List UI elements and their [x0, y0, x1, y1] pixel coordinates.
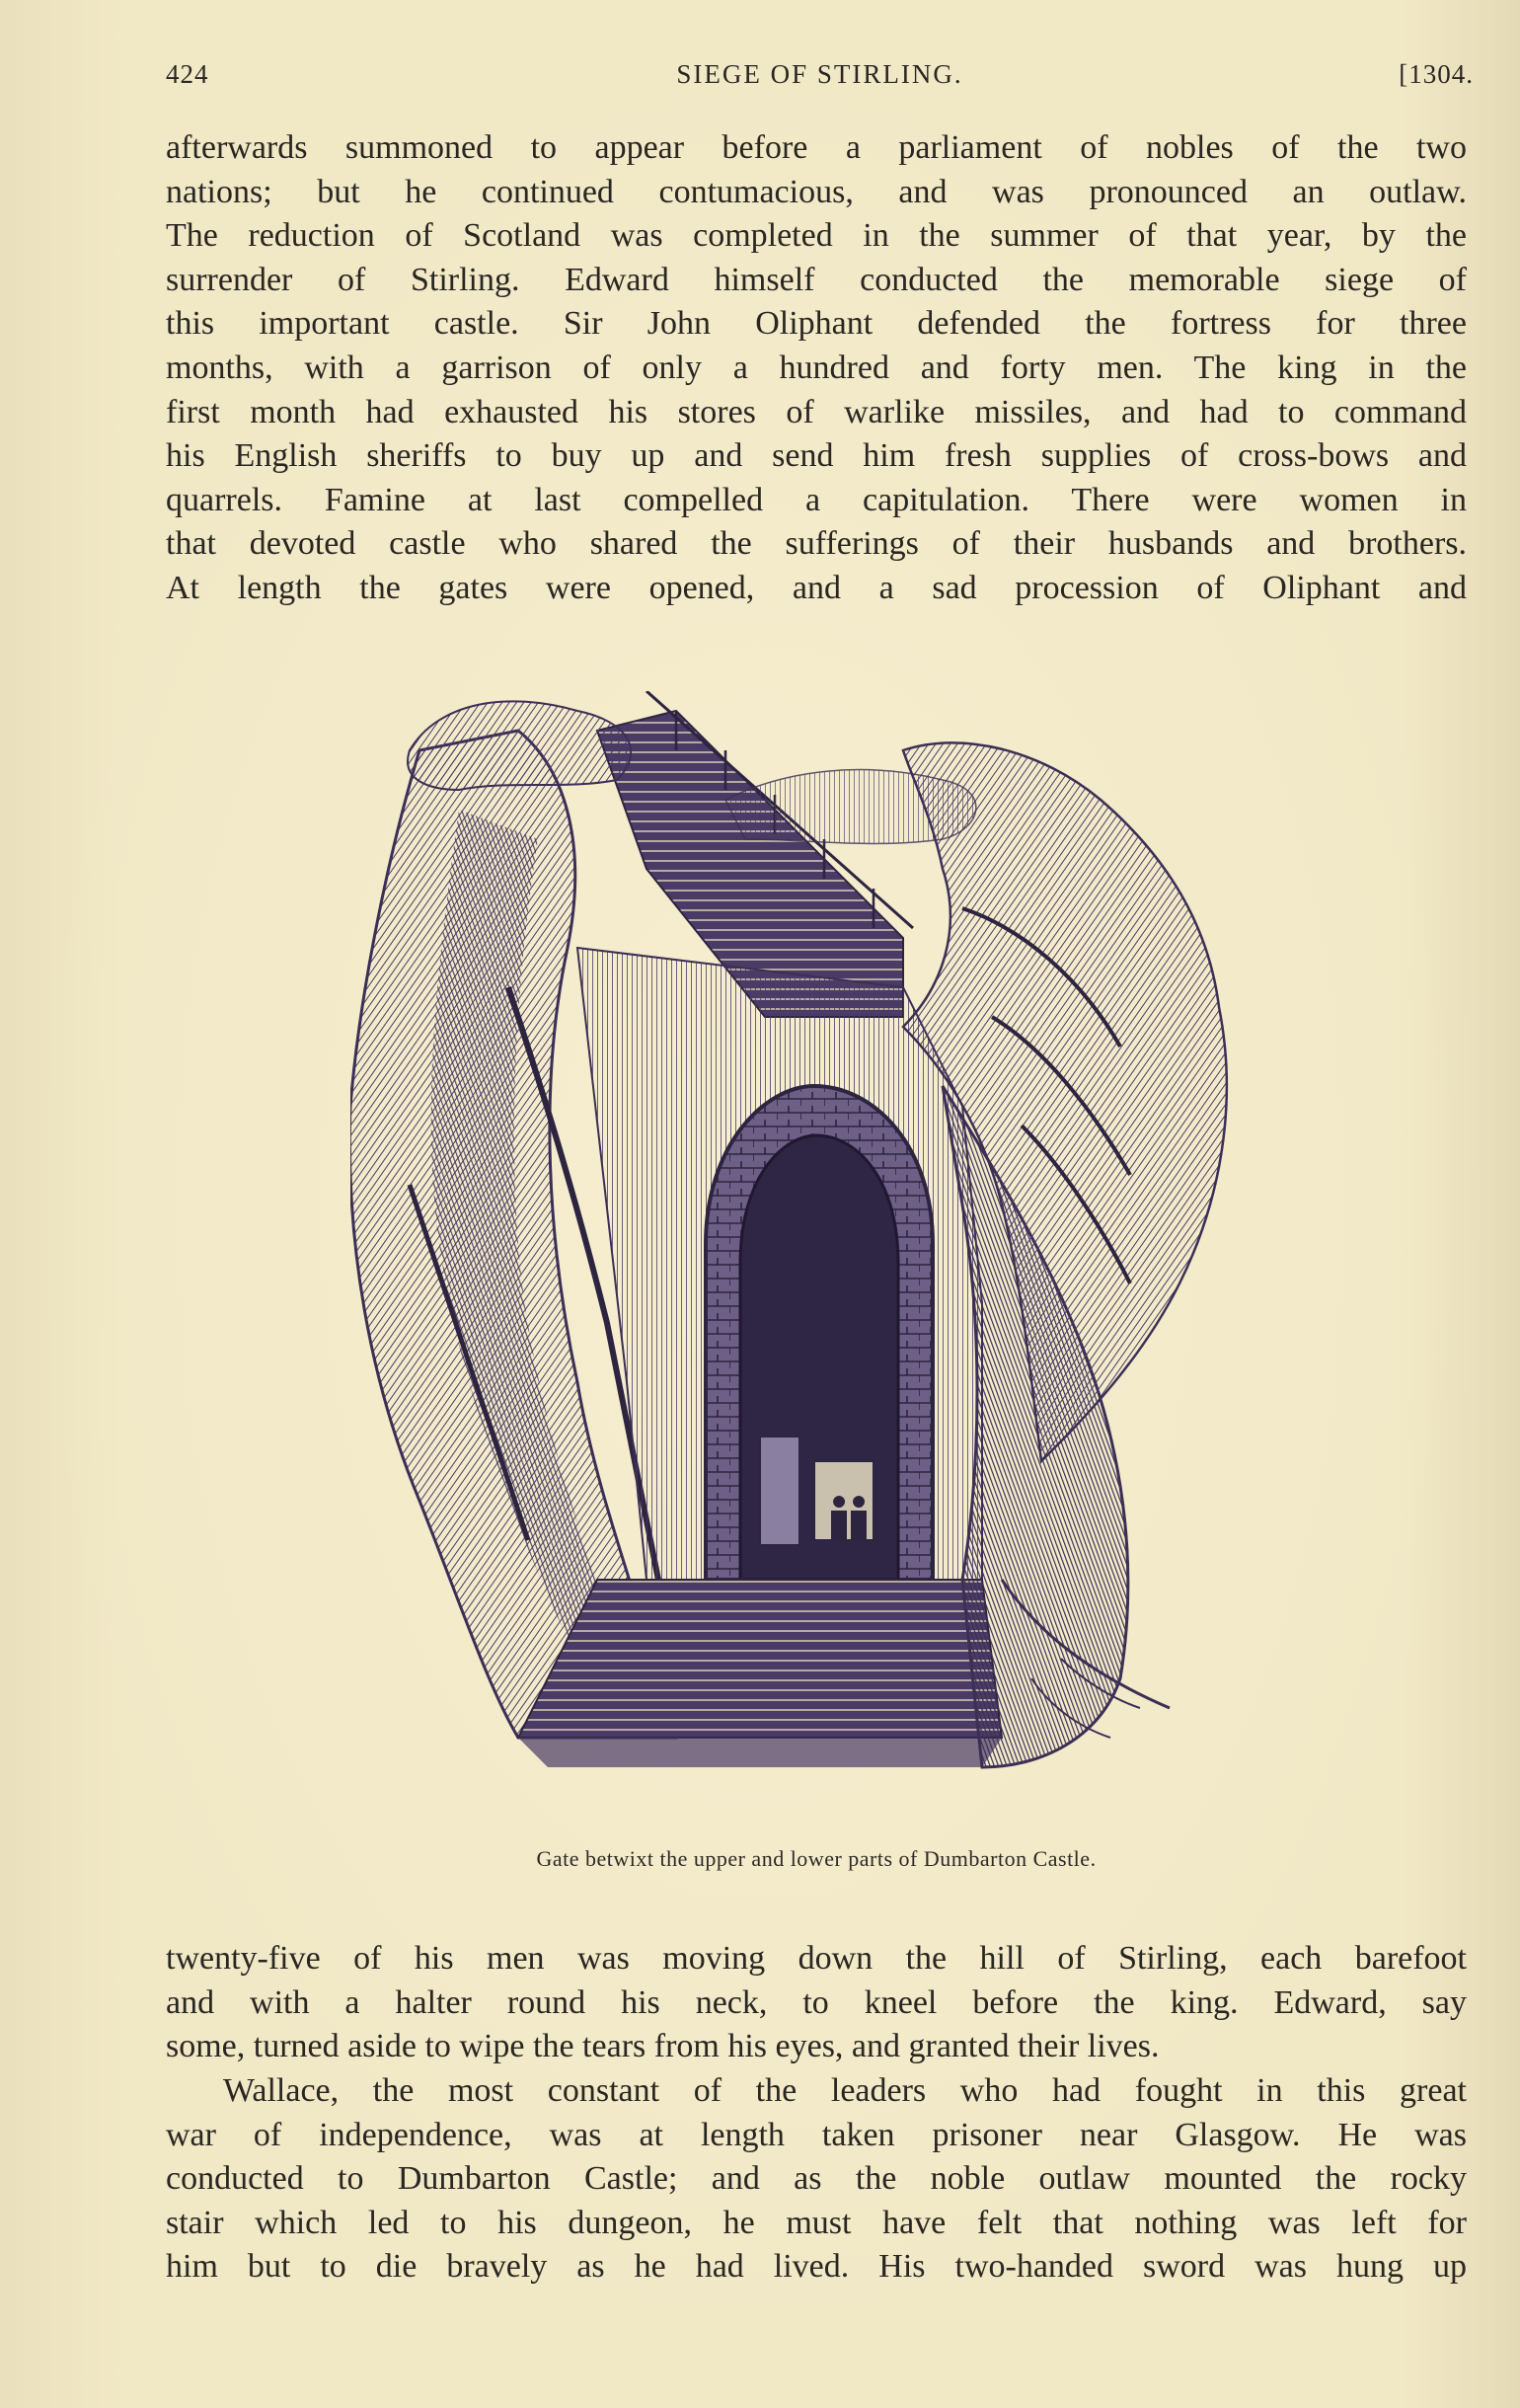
bottom-paragraph-1 — [166, 1937, 1467, 2069]
text-line: him but to die bravely as he had lived. His two-handed sword was hung up — [166, 2248, 1467, 2286]
text-line: nations; but he continued contumacious, and was pronounced an outlaw. — [166, 173, 1467, 210]
page-number: 424 — [166, 59, 209, 89]
running-title: SIEGE OF STIRLING. — [676, 59, 963, 89]
year-marker: [1304. — [1399, 59, 1474, 89]
figure-caption: Gate betwixt the upper and lower parts of Dumbarton Castle. — [536, 1846, 1097, 1871]
text-line: that devoted castle who shared the sufferings of their husbands and brothers. — [166, 525, 1467, 563]
text-line: months, with a garrison of only a hundred and forty men. The king in the — [166, 349, 1467, 386]
top-paragraph — [166, 126, 1467, 611]
text-line: this important castle. Sir John Oliphant defended the fortress for three — [166, 305, 1467, 343]
text-line: his English sheriffs to buy up and send him fresh supplies of cross-bows and — [166, 437, 1467, 475]
text-line: stair which led to his dungeon, he must have felt that nothing was left for — [166, 2204, 1467, 2241]
text-line: afterwards summoned to appear before a parliament of nobles of the two — [166, 129, 1467, 166]
text-line: war of independence, was at length taken prisoner near Glasgow. He was — [166, 2116, 1467, 2153]
text-line: surrender of Stirling. Edward himself conducted the memorable siege of — [166, 261, 1467, 298]
text-line: Wallace, the most constant of the leaders who had fought in this great — [223, 2072, 1467, 2109]
text-line: quarrels. Famine at last compelled a capitulation. There were women in — [166, 481, 1467, 518]
lower-steps — [518, 1580, 1002, 1767]
bottom-paragraph-2 — [166, 2069, 1467, 2290]
text-line: The reduction of Scotland was completed in the summer of that year, by the — [166, 217, 1467, 255]
text-line: conducted to Dumbarton Castle; and as the noble outlaw mounted the rocky — [166, 2160, 1467, 2198]
running-header — [166, 51, 1474, 95]
text-line: some, turned aside to wipe the tears from his eyes, and granted their lives. — [166, 2028, 1160, 2065]
text-line: twenty-five of his men was moving down the hill of Stirling, each barefoot — [166, 1940, 1467, 1977]
dumbarton-gate-engraving — [350, 691, 1268, 1807]
text-line: At length the gates were opened, and a sad procession of Oliphant and — [166, 569, 1467, 606]
arched-gateway — [706, 1086, 933, 1580]
text-line: and with a halter round his neck, to kneel before the king. Edward, say — [166, 1983, 1467, 2021]
text-line: first month had exhausted his stores of warlike missiles, and had to command — [166, 393, 1467, 430]
